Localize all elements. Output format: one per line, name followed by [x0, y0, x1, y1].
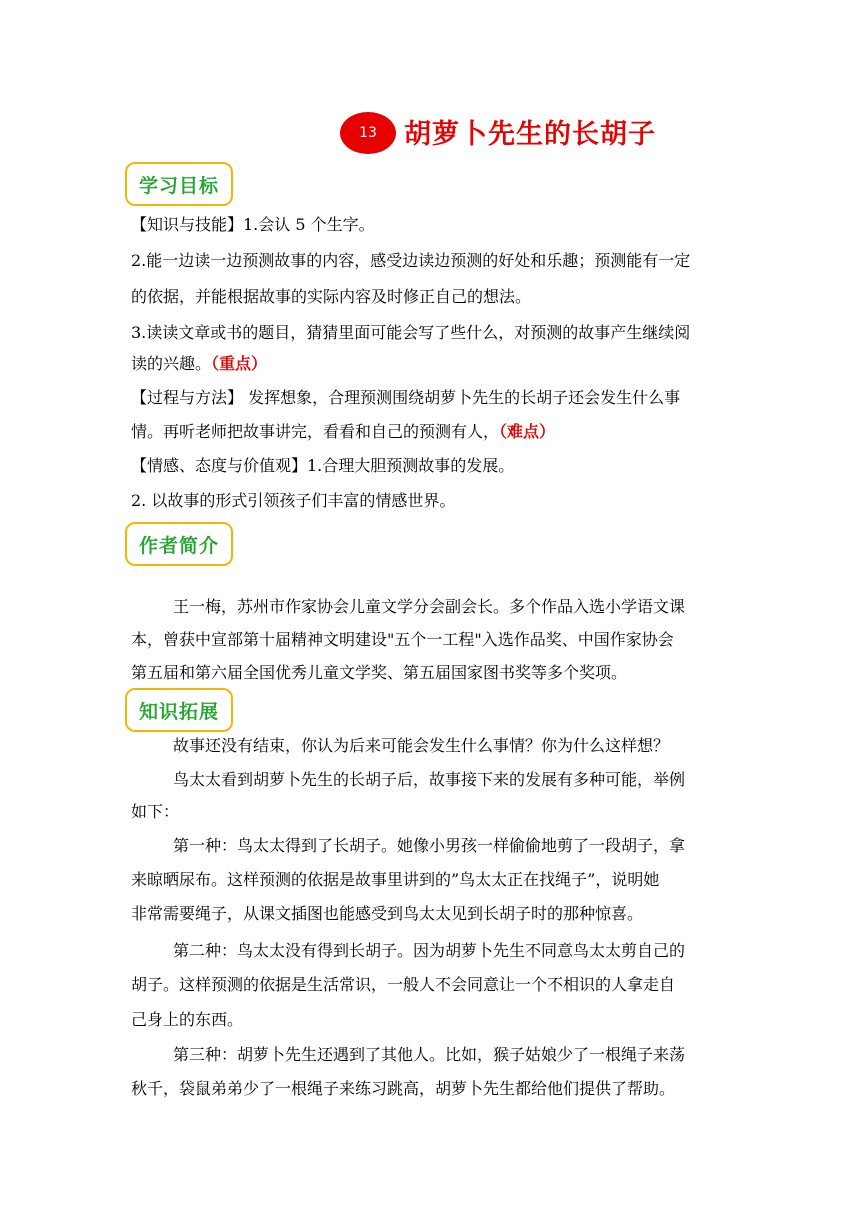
extension-line: 胡子。这样预测的依据是生活常识，一般人不会同意让一个不相识的人拿走自: [131, 975, 676, 994]
goals-line: 3.读读文章或书的题目，猜猜里面可能会写了些什么，对预测的故事产生继续阅: [131, 323, 691, 342]
goals-line-text: 读的兴趣。: [131, 354, 212, 373]
extension-line: 第三种：胡萝卜先生还遇到了其他人。比如，猴子姑娘少了一根绳子来荡: [173, 1045, 686, 1064]
goals-line: 2.能一边读一边预测故事的内容，感受边读边预测的好处和乐趣；预测能有一定: [131, 251, 691, 270]
extension-line: 来晾晒尿布。这样预测的依据是故事里讲到的”鸟太太正在找绳子”，说明她: [131, 870, 660, 889]
goals-line: [131, 354, 267, 374]
author-line: 第五届和第六届全国优秀儿童文学奖、第五届国家图书奖等多个奖项。: [131, 663, 628, 682]
extension-heading: 知识拓展: [125, 688, 233, 732]
extension-line: 己身上的东西。: [131, 1010, 244, 1029]
extension-line: 非常需要绳子，从课文插图也能感受到鸟太太见到长胡子时的那种惊喜。: [131, 904, 644, 923]
extension-line: 如下：: [131, 802, 180, 821]
author-heading: 作者简介: [125, 522, 233, 566]
goals-line: 【知识与技能】1.会认 5 个生字。: [131, 215, 375, 234]
goals-line: 的依据，并能根据故事的实际内容及时修正自己的想法。: [131, 287, 532, 306]
goals-line: 2. 以故事的形式引领孩子们丰富的情感世界。: [131, 491, 456, 510]
goals-line: 【情感、态度与价值观】1.合理大胆预测故事的发展。: [131, 456, 515, 475]
lesson-number-badge: 13: [340, 112, 396, 154]
goals-line-text: 情。再听老师把故事讲完，看看和自己的预测有人，: [131, 422, 500, 441]
goals-line: 【过程与方法】 发挥想象，合理预测围绕胡萝卜先生的长胡子还会发生什么事: [131, 388, 681, 407]
extension-line: 故事还没有结束，你认为后来可能会发生什么事情？你为什么这样想？: [173, 736, 670, 755]
goals-heading: 学习目标: [125, 162, 233, 206]
lesson-title: 胡萝卜先生的长胡子: [404, 119, 656, 150]
author-line: 王一梅，苏州市作家协会儿童文学分会副会长。多个作品入选小学语文课: [173, 597, 686, 616]
key-point-tag: （重点）: [211, 354, 268, 373]
extension-line: 第二种：鸟太太没有得到长胡子。因为胡萝卜先生不同意鸟太太剪自己的: [173, 941, 686, 960]
extension-line: 秋千，袋鼠弟弟少了一根绳子来练习跳高，胡萝卜先生都给他们提供了帮助。: [131, 1079, 676, 1098]
extension-line: 第一种：鸟太太得到了长胡子。她像小男孩一样偷偷地剪了一段胡子，拿: [173, 836, 686, 855]
extension-line: 鸟太太看到胡萝卜先生的长胡子后，故事接下来的发展有多种可能，举例: [173, 770, 686, 789]
difficult-point-tag: （难点）: [499, 422, 556, 441]
author-line: 本，曾获中宣部第十届精神文明建设"五个一工程"入选作品奖、中国作家协会: [131, 630, 674, 649]
goals-line: [131, 422, 555, 442]
